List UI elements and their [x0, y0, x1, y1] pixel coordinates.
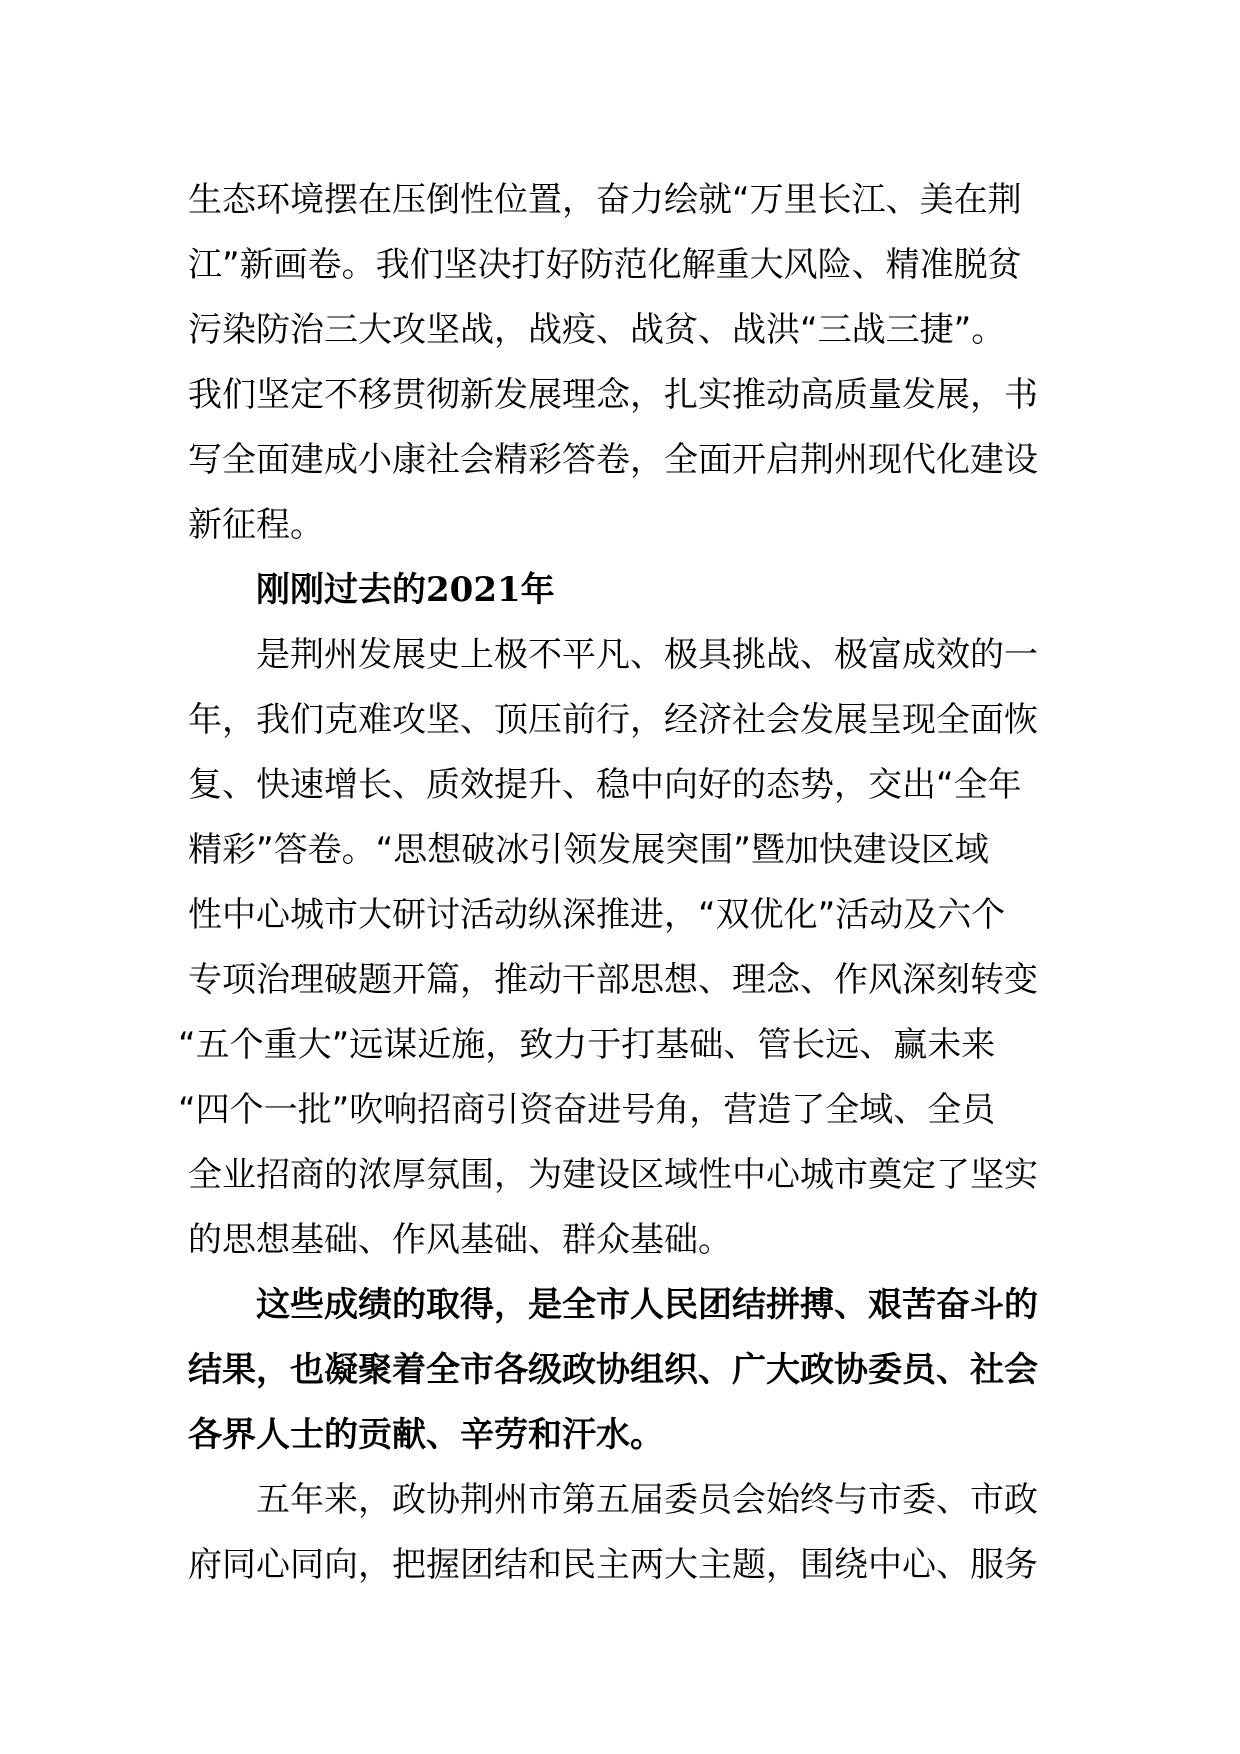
document-body: [178, 168, 1054, 1598]
text-line: 生态环境摆在压倒性位置，奋力绘就“万里长江、美在荆: [188, 180, 1022, 220]
text-line: “五个重大”远谋近施，致力于打基础、管长远、赢未来: [178, 1025, 996, 1065]
paragraph-achievements: [188, 1273, 1054, 1468]
text-line: 结果，也凝聚着全市各级政协组织、广大政协委员、社会: [188, 1350, 1038, 1390]
text-line: 全业招商的浓厚氛围，为建设区域性中心城市奠定了坚实: [188, 1155, 1038, 1195]
heading-suffix: 年: [520, 570, 555, 610]
text-line: 各界人士的贡献、辛劳和汗水。: [188, 1415, 664, 1455]
text-line: 新征程。: [188, 505, 324, 545]
text-line: 写全面建成小康社会精彩答卷，全面开启荆州现代化建设: [188, 440, 1038, 480]
text-line: “四个一批”吹响招商引资奋进号角，营造了全域、全员: [178, 1090, 996, 1130]
text-line: 五年来，政协荆州市第五届委员会始终与市委、市政: [256, 1480, 1038, 1520]
paragraph-review-2021: [178, 623, 1054, 1273]
text-line: 专项治理破题开篇，推动干部思想、理念、作风深刻转变: [188, 960, 1038, 1000]
text-line: 是荆州发展史上极不平凡、极具挑战、极富成效的一: [256, 635, 1038, 675]
heading-prefix: 刚刚过去的: [256, 570, 426, 610]
text-line: 精彩”答卷。“思想破冰引领发展突围”暨加快建设区域: [188, 830, 989, 870]
text-line: 府同心同向，把握团结和民主两大主题，围绕中心、服务: [188, 1545, 1038, 1585]
paragraph-five-years: [188, 1468, 1054, 1598]
paragraph-intro: [188, 168, 1054, 558]
heading-year: 2021: [426, 570, 521, 610]
text-line: 江”新画卷。我们坚决打好防范化解重大风险、精准脱贫: [188, 245, 1022, 285]
text-line: 年，我们克难攻坚、顶压前行，经济社会发展呈现全面恢: [188, 700, 1038, 740]
section-heading: [188, 558, 1054, 623]
text-line: 复、快速增长、质效提升、稳中向好的态势，交出“全年: [188, 765, 1022, 805]
text-line: 污染防治三大攻坚战，战疫、战贫、战洪“三战三捷”。: [188, 310, 1006, 350]
text-line: 这些成绩的取得，是全市人民团结拼搏、艰苦奋斗的: [256, 1285, 1038, 1325]
text-line: 性中心城市大研讨活动纵深推进，“双优化”活动及六个: [188, 895, 1006, 935]
text-line: 我们坚定不移贯彻新发展理念，扎实推动高质量发展，书: [188, 375, 1038, 415]
text-line: 的思想基础、作风基础、群众基础。: [188, 1220, 732, 1260]
